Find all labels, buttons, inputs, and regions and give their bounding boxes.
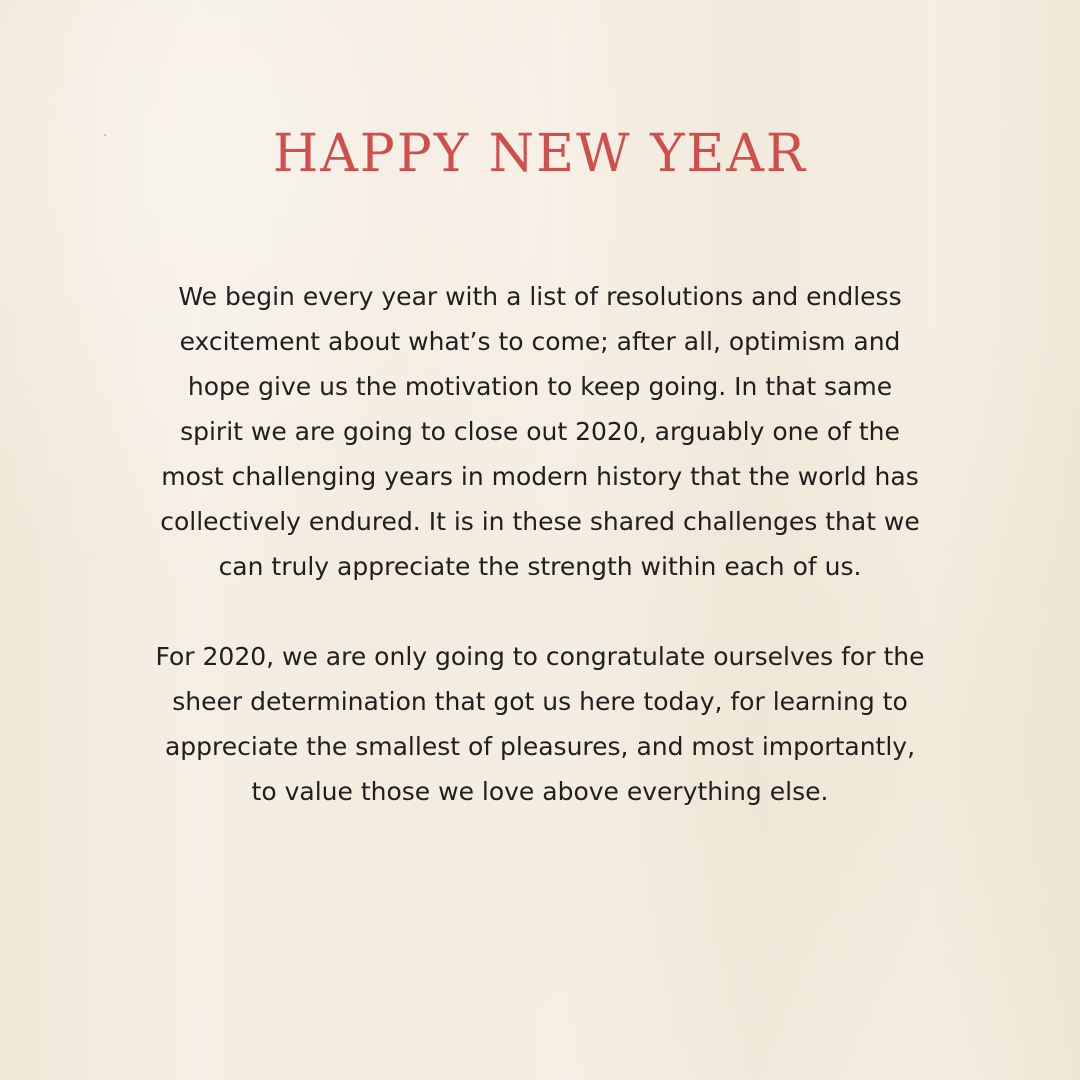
paragraph-1-line-2: excitement about what’s to come; after all, optimism and <box>179 327 901 356</box>
page-title: HAPPY NEW YEAR <box>272 124 808 184</box>
paragraph-2-line-3: appreciate the smallest of pleasures, and most importantly, <box>164 732 916 761</box>
paragraph-1-line-6: collectively endured. It is in these shared challenges that we <box>160 507 920 536</box>
paragraph-2-line-2: sheer determination that got us here today, for learning to <box>172 687 908 716</box>
paragraph-2-line-1: For 2020, we are only going to congratulate ourselves for the <box>155 642 925 671</box>
paragraph-1-line-1: We begin every year with a list of resolutions and endless <box>178 282 902 311</box>
message-paragraph-1 <box>140 274 940 589</box>
message-paragraph-2 <box>140 634 940 814</box>
paragraph-2-line-4: to value those we love above everything else. <box>251 777 829 806</box>
paragraph-1-line-3: hope give us the motivation to keep going. In that same <box>187 372 893 401</box>
paragraph-1-line-7: can truly appreciate the strength within each of us. <box>218 552 862 581</box>
paragraph-1-line-5: most challenging years in modern history that the world has <box>161 462 919 491</box>
paragraph-1-line-4: spirit we are going to close out 2020, arguably one of the <box>180 417 900 446</box>
